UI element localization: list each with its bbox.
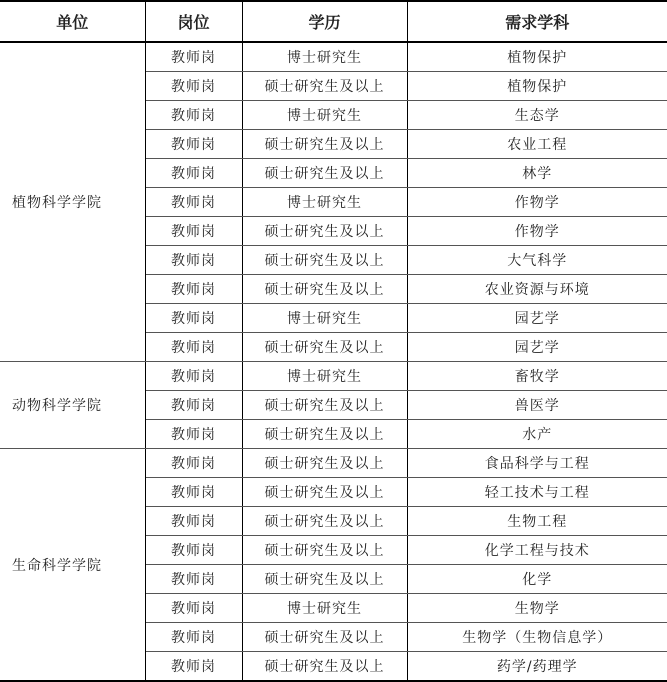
- major-cell: 植物保护: [407, 72, 667, 101]
- major-cell: 水产: [407, 420, 667, 449]
- position-cell: 教师岗: [145, 391, 242, 420]
- major-cell: 作物学: [407, 217, 667, 246]
- major-cell: 生物工程: [407, 507, 667, 536]
- position-cell: 教师岗: [145, 652, 242, 682]
- position-cell: 教师岗: [145, 507, 242, 536]
- major-cell: 生态学: [407, 101, 667, 130]
- major-cell: 兽医学: [407, 391, 667, 420]
- position-cell: 教师岗: [145, 362, 242, 391]
- table-row: [0, 42, 667, 72]
- major-cell: 农业资源与环境: [407, 275, 667, 304]
- education-cell: 博士研究生: [242, 42, 407, 72]
- header-row: [0, 1, 667, 42]
- major-cell: 园艺学: [407, 304, 667, 333]
- position-cell: 教师岗: [145, 304, 242, 333]
- education-cell: 硕士研究生及以上: [242, 478, 407, 507]
- education-cell: 硕士研究生及以上: [242, 275, 407, 304]
- unit-cell: 生命科学学院: [0, 449, 145, 682]
- major-cell: 林学: [407, 159, 667, 188]
- major-cell: 食品科学与工程: [407, 449, 667, 478]
- position-cell: 教师岗: [145, 449, 242, 478]
- education-cell: 硕士研究生及以上: [242, 449, 407, 478]
- major-cell: 生物学: [407, 594, 667, 623]
- major-cell: 生物学（生物信息学）: [407, 623, 667, 652]
- position-cell: 教师岗: [145, 159, 242, 188]
- position-cell: 教师岗: [145, 333, 242, 362]
- position-cell: 教师岗: [145, 188, 242, 217]
- education-cell: 硕士研究生及以上: [242, 391, 407, 420]
- position-cell: 教师岗: [145, 275, 242, 304]
- position-cell: 教师岗: [145, 536, 242, 565]
- header-position: 岗位: [145, 1, 242, 42]
- major-cell: 轻工技术与工程: [407, 478, 667, 507]
- position-cell: 教师岗: [145, 101, 242, 130]
- header-major: 需求学科: [407, 1, 667, 42]
- education-cell: 博士研究生: [242, 594, 407, 623]
- major-cell: 作物学: [407, 188, 667, 217]
- education-cell: 硕士研究生及以上: [242, 507, 407, 536]
- education-cell: 硕士研究生及以上: [242, 130, 407, 159]
- position-cell: 教师岗: [145, 478, 242, 507]
- education-cell: 硕士研究生及以上: [242, 420, 407, 449]
- education-cell: 硕士研究生及以上: [242, 333, 407, 362]
- education-cell: 硕士研究生及以上: [242, 246, 407, 275]
- education-cell: 硕士研究生及以上: [242, 217, 407, 246]
- major-cell: 植物保护: [407, 42, 667, 72]
- position-cell: 教师岗: [145, 420, 242, 449]
- table-row: [0, 449, 667, 478]
- major-cell: 园艺学: [407, 333, 667, 362]
- major-cell: 化学: [407, 565, 667, 594]
- position-cell: 教师岗: [145, 72, 242, 101]
- education-cell: 硕士研究生及以上: [242, 652, 407, 682]
- header-unit: 单位: [0, 1, 145, 42]
- education-cell: 硕士研究生及以上: [242, 159, 407, 188]
- major-cell: 畜牧学: [407, 362, 667, 391]
- major-cell: 农业工程: [407, 130, 667, 159]
- education-cell: 硕士研究生及以上: [242, 623, 407, 652]
- unit-cell: 动物科学学院: [0, 362, 145, 449]
- education-cell: 硕士研究生及以上: [242, 536, 407, 565]
- unit-cell: 植物科学学院: [0, 42, 145, 362]
- position-cell: 教师岗: [145, 42, 242, 72]
- position-cell: 教师岗: [145, 130, 242, 159]
- major-cell: 药学/药理学: [407, 652, 667, 682]
- major-cell: 大气科学: [407, 246, 667, 275]
- education-cell: 博士研究生: [242, 188, 407, 217]
- education-cell: 博士研究生: [242, 362, 407, 391]
- education-cell: 硕士研究生及以上: [242, 565, 407, 594]
- education-cell: 博士研究生: [242, 101, 407, 130]
- table-row: [0, 362, 667, 391]
- position-cell: 教师岗: [145, 217, 242, 246]
- major-cell: 化学工程与技术: [407, 536, 667, 565]
- position-cell: 教师岗: [145, 565, 242, 594]
- header-education: 学历: [242, 1, 407, 42]
- position-cell: 教师岗: [145, 594, 242, 623]
- education-cell: 硕士研究生及以上: [242, 72, 407, 101]
- position-cell: 教师岗: [145, 623, 242, 652]
- education-cell: 博士研究生: [242, 304, 407, 333]
- table-body: [0, 42, 667, 681]
- position-cell: 教师岗: [145, 246, 242, 275]
